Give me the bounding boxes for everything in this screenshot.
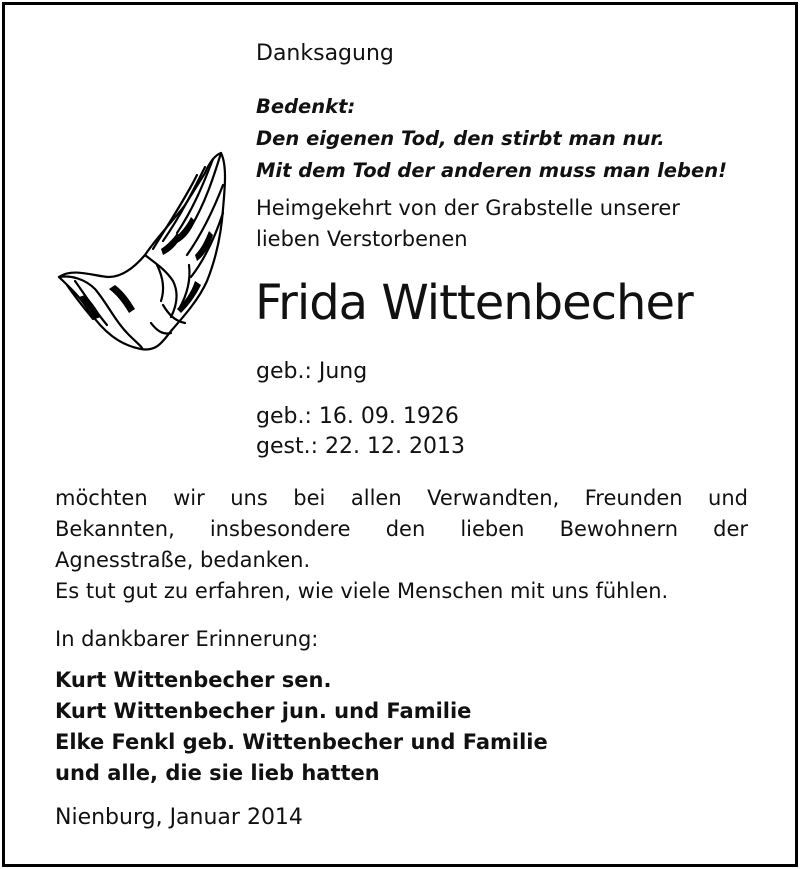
signer: Elke Fenkl geb. Wittenbecher und Familie <box>55 730 548 754</box>
intro-line: Heimgekehrt von der Grabstelle unserer <box>256 196 680 220</box>
body-line: möchten wir uns bei allen Verwandten, Freunden und <box>55 486 748 510</box>
life-dates <box>256 402 465 462</box>
body-line: Bekannten, insbesondere den lieben Bewohnern der <box>55 517 748 541</box>
praying-hands-icon <box>45 145 245 360</box>
signer: und alle, die sie lieb hatten <box>55 761 380 785</box>
signer: Kurt Wittenbecher sen. <box>55 668 332 692</box>
memory-line: In dankbarer Erinnerung: <box>55 627 319 651</box>
obituary-notice <box>2 2 798 867</box>
thanks-text <box>55 483 748 607</box>
deceased-name: Frida Wittenbecher <box>255 275 693 331</box>
body-line: Agnesstraße, bedanken. <box>55 548 311 572</box>
quote-block <box>256 91 727 187</box>
place-date: Nienburg, Januar 2014 <box>55 805 303 830</box>
intro-line: lieben Verstorbenen <box>256 227 468 251</box>
notice-title: Danksagung <box>256 41 394 66</box>
intro-text <box>256 193 680 255</box>
quote-line: Mit dem Tod der anderen muss man leben! <box>256 159 727 182</box>
quote-line: Den eigenen Tod, den stirbt man nur. <box>256 127 665 150</box>
body-line: Es tut gut zu erfahren, wie viele Menschen mit uns fühlen. <box>55 579 669 603</box>
quote-line: Bedenkt: <box>256 95 356 118</box>
signer: Kurt Wittenbecher jun. und Familie <box>55 699 472 723</box>
death-date: gest.: 22. 12. 2013 <box>256 434 465 459</box>
signers-list <box>55 665 548 789</box>
birth-name: geb.: Jung <box>256 359 368 384</box>
birth-date: geb.: 16. 09. 1926 <box>256 404 459 429</box>
